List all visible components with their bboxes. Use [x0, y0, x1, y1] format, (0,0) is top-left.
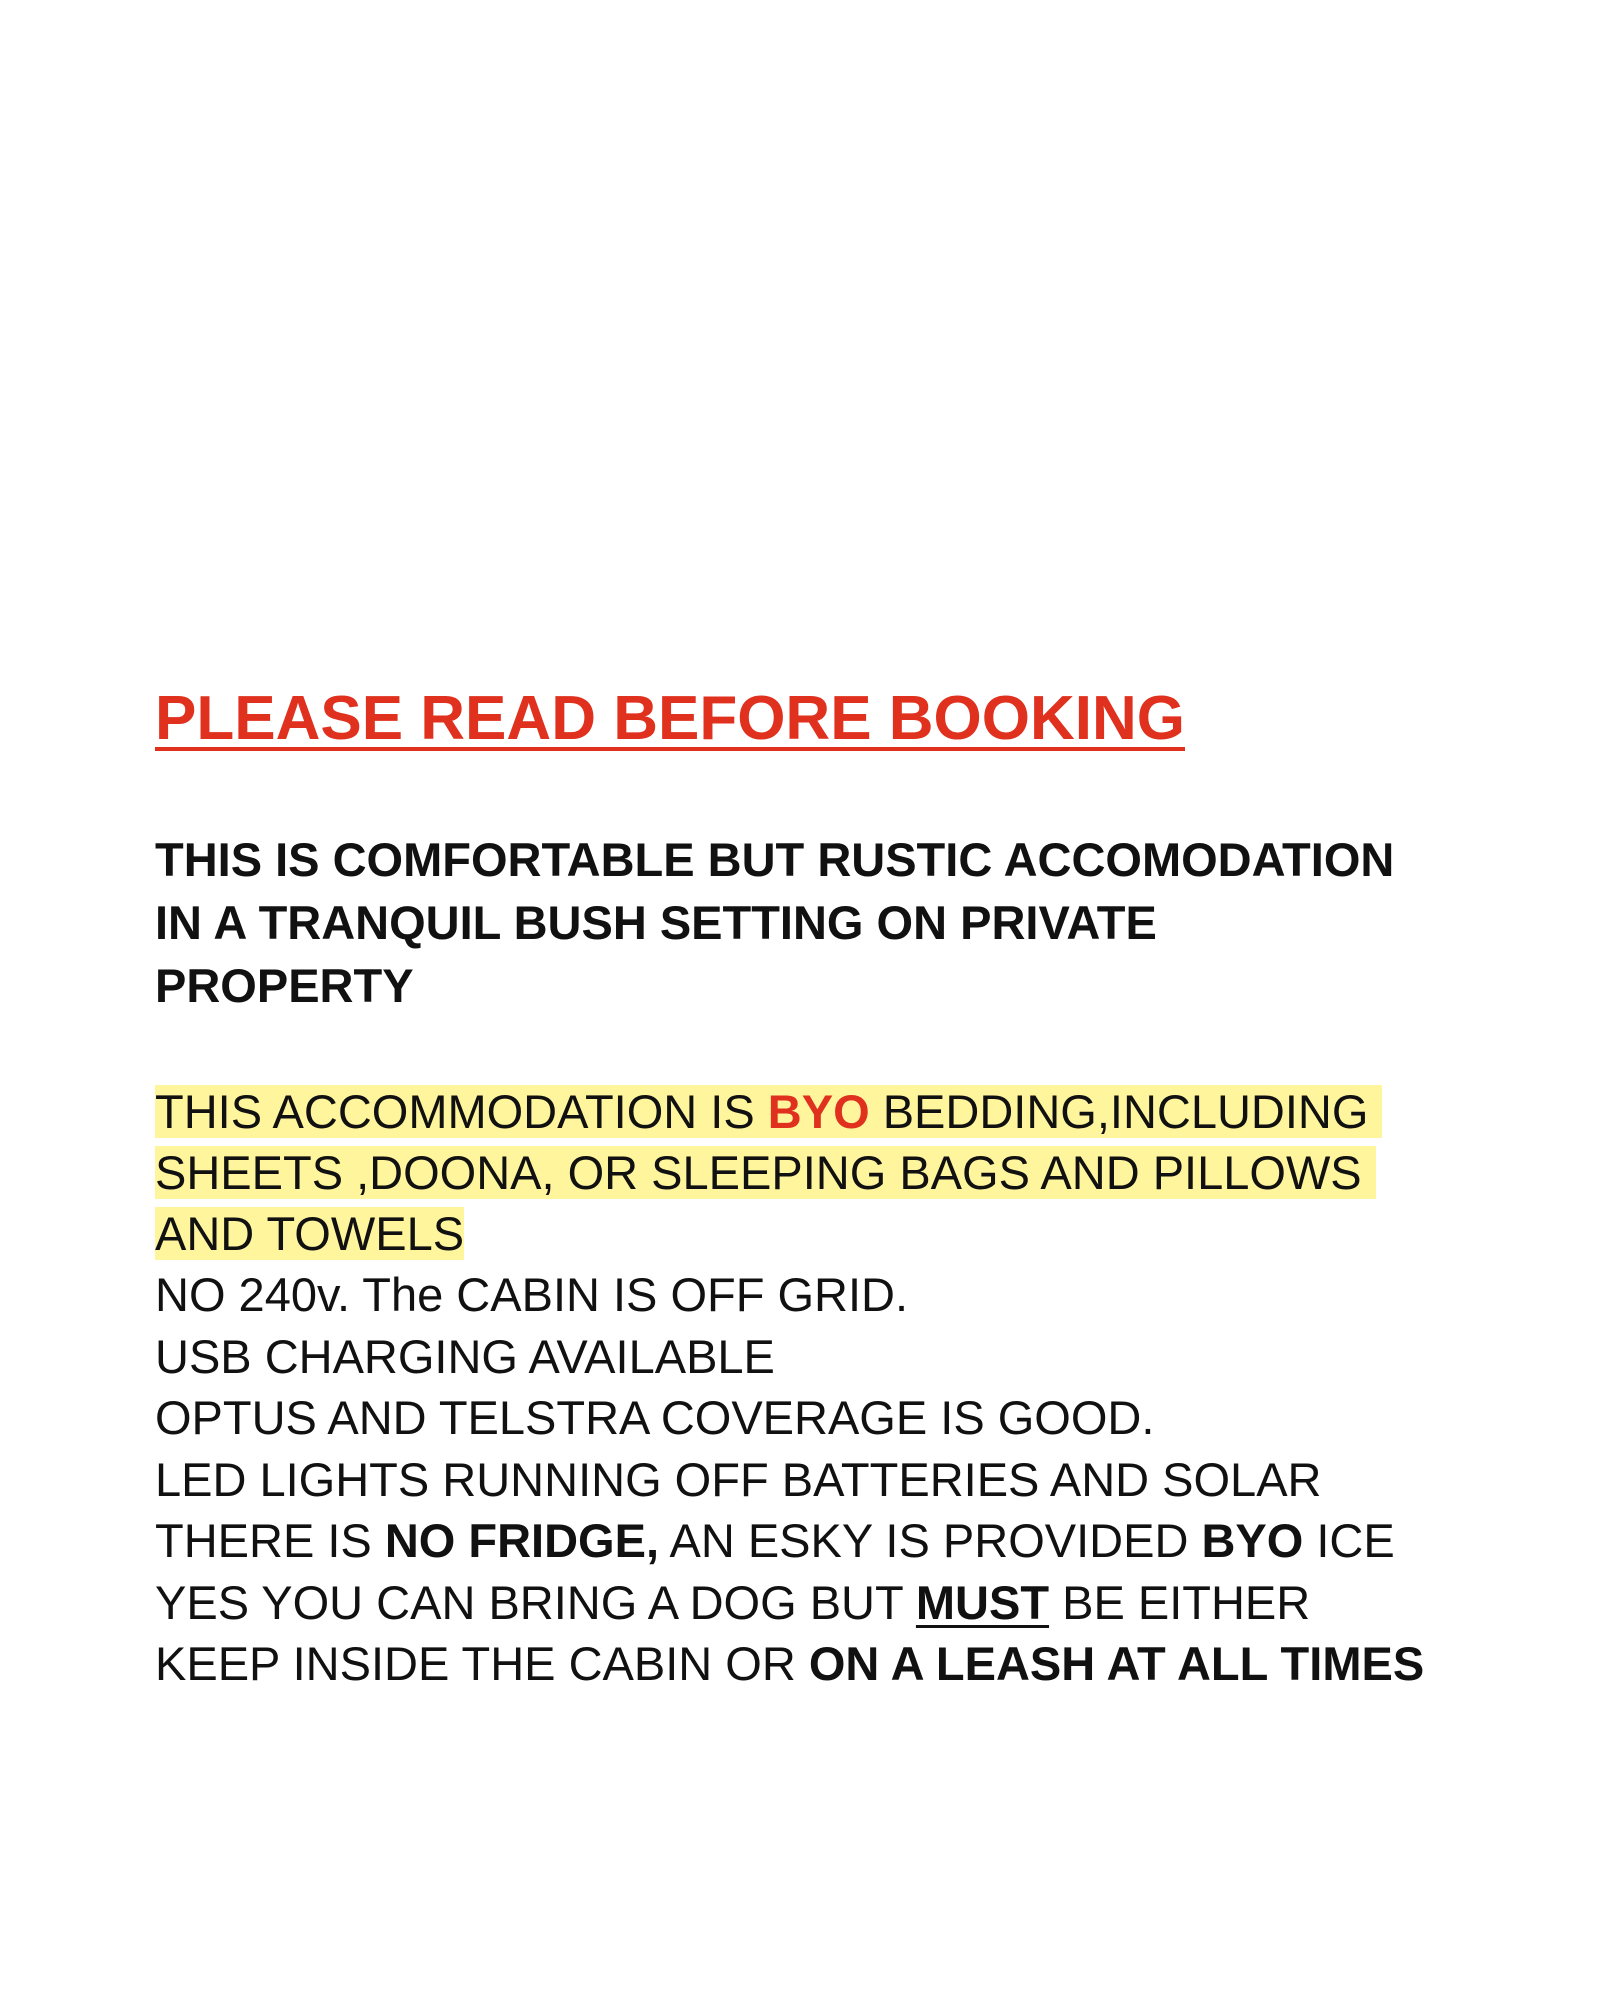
intro-line: PROPERTY [155, 959, 414, 1012]
bedding-text: BEDDING,INCLUDING [869, 1085, 1369, 1138]
highlight-mark: AND TOWELS [155, 1207, 465, 1260]
bedding-text: THIS ACCOMMODATION IS [155, 1085, 768, 1138]
fridge-text: THERE IS [155, 1514, 385, 1567]
highlight-mark: SHEETS ,DOONA, OR SLEEPING BAGS AND PILLOWS [155, 1146, 1376, 1199]
bedding-notice [155, 1081, 1575, 1264]
lights-info: LED LIGHTS RUNNING OFF BATTERIES AND SOLAR [155, 1452, 1322, 1506]
bedding-line-3 [155, 1203, 1575, 1264]
highlight-mark [155, 1085, 1382, 1138]
dog-text: YES YOU CAN BRING A DOG BUT [155, 1575, 916, 1629]
intro-line: THIS IS COMFORTABLE BUT RUSTIC ACCOMODATION [155, 833, 1395, 886]
dog-text: KEEP INSIDE THE CABIN OR [155, 1637, 809, 1690]
coverage-info: OPTUS AND TELSTRA COVERAGE IS GOOD. [155, 1391, 1155, 1444]
dog-info-line-1 [155, 1572, 1575, 1634]
byo-emphasis: BYO [767, 1085, 870, 1138]
must-emphasis: MUST [915, 1575, 1050, 1629]
intro-paragraph [155, 828, 1575, 1017]
byo-ice-emphasis: BYO [1201, 1514, 1304, 1567]
no-fridge-emphasis: NO FRIDGE, [384, 1514, 660, 1567]
dog-text: BE EITHER [1049, 1575, 1311, 1629]
amenities-list [155, 1264, 1575, 1695]
dog-info-line-2 [155, 1633, 1575, 1695]
bedding-line-2 [155, 1142, 1575, 1203]
leash-emphasis: ON A LEASH AT ALL TIMES [808, 1637, 1425, 1690]
page-title: PLEASE READ BEFORE BOOKING [155, 684, 1185, 753]
intro-line: IN A TRANQUIL BUSH SETTING ON PRIVATE [155, 896, 1157, 949]
usb-info: USB CHARGING AVAILABLE [155, 1329, 775, 1383]
fridge-info [155, 1510, 1575, 1572]
power-info: NO 240v. The CABIN IS OFF GRID. [155, 1268, 909, 1321]
bedding-line-1 [155, 1081, 1575, 1142]
fridge-text: ICE [1303, 1514, 1395, 1567]
fridge-text: AN ESKY IS PROVIDED [659, 1514, 1202, 1567]
notice-document [155, 682, 1575, 1695]
